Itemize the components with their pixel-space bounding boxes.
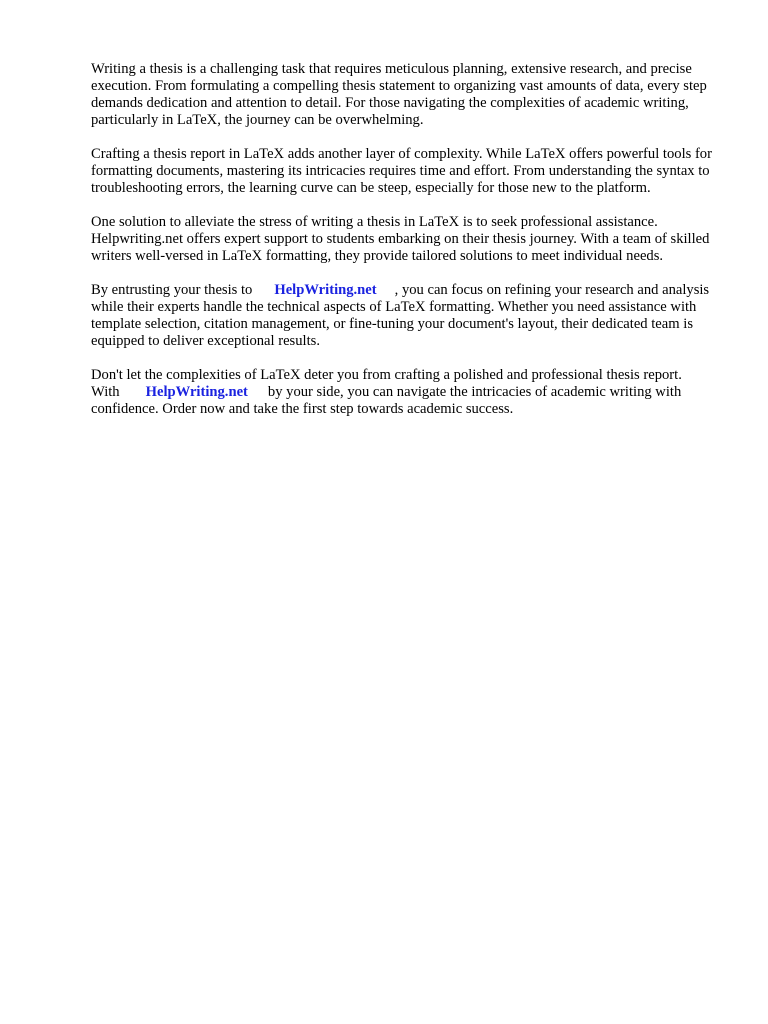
paragraph-conclusion-after: by your side, you can navigate the intricacies of academic writing with confidence. Order now and take the first step towards academic success. <box>91 384 682 417</box>
paragraph-conclusion-before: Don't let the complexities of LaTeX deter you from crafting a polished and professional thesis report. With <box>91 367 682 400</box>
paragraph-latex-complexity: Crafting a thesis report in LaTeX adds another layer of complexity. While LaTeX offers powerful tools for formatting documents, mastering its intricacies requires time and effort. From understanding the syntax to troubleshooting errors, the learning curve can be steep, especially for those new to the platform. <box>91 146 712 196</box>
paragraph-entrusting-before: By entrusting your thesis to <box>91 282 253 298</box>
paragraph-solution: One solution to alleviate the stress of writing a thesis in LaTeX is to seek professional assistance. Helpwriting.net offers expert support to students embarking on their thesis journey. With a team of skilled writers well-versed in LaTeX formatting, they provide tailored solutions to meet individual needs. <box>91 214 710 264</box>
paragraph-entrusting <box>91 282 731 350</box>
paragraph-conclusion <box>91 367 731 418</box>
paragraph-entrusting-after: , you can focus on refining your research and analysis while their experts handle the technical aspects of LaTeX formatting. Whether you need assistance with template selection, citation management, or fine-tuning your document's layout, their dedicated team is equipped to deliver exceptional results. <box>91 282 710 349</box>
paragraph-intro: Writing a thesis is a challenging task that requires meticulous planning, extensive research, and precise execution. From formulating a compelling thesis statement to organizing vast amounts of data, every step demands dedication and attention to detail. For those navigating the complexities of academic writing, particularly in LaTeX, the journey can be overwhelming. <box>91 61 707 128</box>
document-body <box>91 61 731 435</box>
helpwriting-link-2[interactable]: HelpWriting.net <box>145 384 248 400</box>
helpwriting-link[interactable]: HelpWriting.net <box>274 282 377 298</box>
